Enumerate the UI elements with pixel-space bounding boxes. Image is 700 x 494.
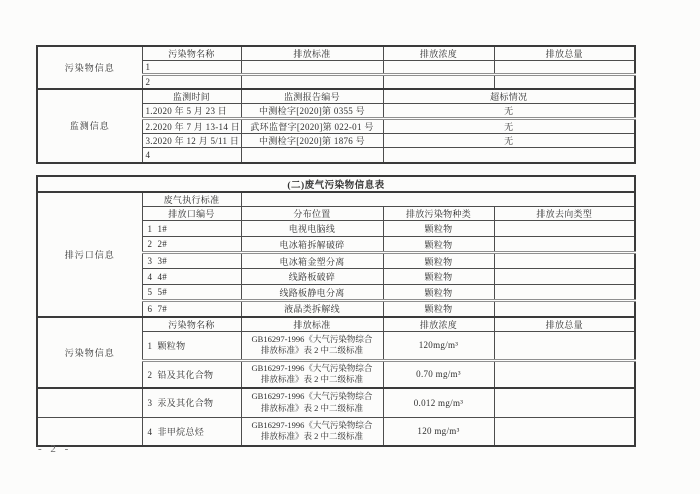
pollutant-concentration: 0.012 mg/m³ bbox=[383, 388, 494, 417]
col-header-emission-standard: 排放标准 bbox=[241, 46, 383, 61]
pollutant-row bbox=[37, 388, 635, 417]
pollutant-name: 汞及其化合物 bbox=[157, 398, 214, 409]
pollutant-standard bbox=[241, 388, 383, 417]
row-index: 4 bbox=[147, 426, 153, 437]
monitor-report-number: 中测检字[2020]第 0355 号 bbox=[241, 103, 383, 118]
empty-label-cell bbox=[37, 388, 142, 417]
pollutant-total bbox=[494, 417, 635, 446]
row-index: 1 bbox=[142, 61, 241, 75]
outlet-destination bbox=[494, 237, 635, 253]
table-title: (二)废气污染物信息表 bbox=[37, 176, 635, 192]
pollutant-name-cell bbox=[142, 331, 241, 360]
outlet-destination bbox=[494, 221, 635, 237]
outlet-number: 7# bbox=[157, 303, 168, 314]
row-index: 3 bbox=[147, 256, 153, 266]
outlet-number-cell bbox=[142, 285, 241, 301]
empty-cell bbox=[383, 61, 494, 75]
outlet-location: 线路板静电分离 bbox=[241, 285, 383, 301]
monitor-header-row bbox=[37, 89, 635, 104]
monitor-report-number: 中测检字[2020]第 1876 号 bbox=[241, 133, 383, 147]
pollutant-standard bbox=[241, 360, 383, 388]
outlet-number-cell bbox=[142, 253, 241, 269]
col-header-emission-concentration: 排放浓度 bbox=[383, 46, 494, 61]
row-index: 2 bbox=[142, 75, 241, 89]
empty-cell bbox=[494, 61, 635, 75]
empty-cell bbox=[494, 75, 635, 89]
outlet-destination bbox=[494, 285, 635, 301]
monitor-exceed-status: 无 bbox=[383, 118, 635, 133]
monitor-report-number: 武环监督字[2020]第 022-01 号 bbox=[241, 118, 383, 133]
monitor-time: 3.2020 年 12 月 5/11 日 bbox=[142, 133, 241, 147]
section-label-pollutant-info: 污染物信息 bbox=[37, 46, 142, 89]
col-header-pollutant-type: 排放污染物种类 bbox=[383, 207, 494, 221]
outlet-number: 2# bbox=[157, 239, 168, 249]
standard-line2: 排放标准》表 2 中二级标准 bbox=[260, 402, 363, 413]
row-index: 1 bbox=[147, 223, 153, 234]
pollutant-concentration: 120mg/m³ bbox=[383, 331, 494, 360]
outlet-number-cell bbox=[142, 269, 241, 285]
col-header-report-number: 监测报告编号 bbox=[241, 89, 383, 104]
outlet-pollutant-type: 颗粒物 bbox=[383, 221, 494, 237]
section-label-pollutant-info: 污染物信息 bbox=[37, 317, 142, 389]
col-header-location: 分布位置 bbox=[241, 207, 383, 221]
pollutant-concentration: 120 mg/m³ bbox=[383, 417, 494, 446]
outlet-number: 4# bbox=[157, 271, 168, 282]
monitor-exceed-status: 无 bbox=[383, 103, 635, 118]
pollutant-name: 非甲烷总烃 bbox=[157, 426, 205, 437]
col-header-destination-type: 排放去向类型 bbox=[494, 207, 635, 221]
col-header-emission-total: 排放总量 bbox=[494, 317, 635, 332]
table-title-row bbox=[37, 176, 635, 192]
row-index: 2 bbox=[147, 369, 153, 380]
outlet-number: 3# bbox=[157, 256, 168, 266]
col-header-pollutant-name: 污染物名称 bbox=[142, 317, 241, 332]
standard-line1: GB16297-1996《大气污染物综合 bbox=[251, 333, 373, 344]
outlet-pollutant-type: 颗粒物 bbox=[383, 269, 494, 285]
col-header-emission-standard: 排放标准 bbox=[241, 317, 383, 332]
pollutant-header-row bbox=[37, 317, 635, 332]
gas-standard-value bbox=[241, 192, 635, 207]
outlet-pollutant-type: 颗粒物 bbox=[383, 253, 494, 269]
pollutant-concentration: 0.70 mg/m³ bbox=[383, 360, 494, 388]
monitor-time: 2.2020 年 7 月 13-14 日 bbox=[142, 118, 241, 133]
pollutant-header-row bbox=[37, 46, 635, 61]
row-index: 1 bbox=[147, 340, 153, 351]
col-header-monitor-time: 监测时间 bbox=[142, 89, 241, 104]
pollutant-standard bbox=[241, 331, 383, 360]
section-label-outlet-info: 排污口信息 bbox=[37, 192, 142, 317]
outlet-number: 1# bbox=[157, 223, 168, 234]
pollutant-name: 颗粒物 bbox=[157, 340, 186, 351]
pollutant-name-cell bbox=[142, 388, 241, 417]
standard-line1: GB16297-1996《大气污染物综合 bbox=[251, 362, 373, 373]
outlet-pollutant-type: 颗粒物 bbox=[383, 237, 494, 253]
col-header-emission-total: 排放总量 bbox=[494, 46, 635, 61]
section-label-monitor-info: 监测信息 bbox=[37, 89, 142, 164]
outlet-number: 5# bbox=[157, 287, 168, 297]
waste-gas-pollutant-table bbox=[36, 175, 636, 447]
row-index: 3 bbox=[147, 398, 153, 409]
pollutant-name-cell bbox=[142, 360, 241, 388]
outlet-destination bbox=[494, 269, 635, 285]
row-index: 2 bbox=[147, 239, 153, 249]
pollutant-total bbox=[494, 331, 635, 360]
col-header-exceed-status: 超标情况 bbox=[383, 89, 635, 104]
monitor-report-number bbox=[241, 147, 383, 163]
row-index: 4 bbox=[147, 271, 153, 282]
outlet-location: 线路板破碎 bbox=[241, 269, 383, 285]
gas-standard-label: 废气执行标准 bbox=[142, 192, 241, 207]
outlet-number-cell bbox=[142, 301, 241, 317]
pollutant-name: 铅及其化合物 bbox=[157, 369, 214, 380]
outlet-number-cell bbox=[142, 237, 241, 253]
monitor-time: 1.2020 年 5 月 23 日 bbox=[142, 103, 241, 118]
standard-line2: 排放标准》表 2 中二级标准 bbox=[260, 431, 363, 442]
empty-cell bbox=[241, 61, 383, 75]
monitor-time: 4 bbox=[142, 147, 241, 163]
pollutant-total bbox=[494, 360, 635, 388]
pollutant-row bbox=[37, 417, 635, 446]
outlet-destination bbox=[494, 301, 635, 317]
monitor-exceed-status: 无 bbox=[383, 133, 635, 147]
col-header-outlet-number: 排放口编号 bbox=[142, 207, 241, 221]
outlet-pollutant-type: 颗粒物 bbox=[383, 285, 494, 301]
outlet-destination bbox=[494, 253, 635, 269]
pollutant-monitor-table bbox=[36, 45, 636, 164]
standard-line1: GB16297-1996《大气污染物综合 bbox=[251, 391, 373, 402]
col-header-pollutant-name: 污染物名称 bbox=[142, 46, 241, 61]
outlet-location: 电视电脑线 bbox=[241, 221, 383, 237]
outlet-pollutant-type: 颗粒物 bbox=[383, 301, 494, 317]
row-index: 6 bbox=[147, 303, 153, 314]
standard-line1: GB16297-1996《大气污染物综合 bbox=[251, 419, 373, 430]
outlet-location: 电冰箱拆解破碎 bbox=[241, 237, 383, 253]
pollutant-standard bbox=[241, 417, 383, 446]
outlet-location: 电冰箱金塑分离 bbox=[241, 253, 383, 269]
gas-standard-row bbox=[37, 192, 635, 207]
page-number: - 2 - bbox=[38, 443, 72, 455]
standard-line2: 排放标准》表 2 中二级标准 bbox=[260, 345, 363, 355]
pollutant-name-cell bbox=[142, 417, 241, 446]
col-header-emission-concentration: 排放浓度 bbox=[383, 317, 494, 332]
row-index: 5 bbox=[147, 287, 153, 297]
outlet-number-cell bbox=[142, 221, 241, 237]
monitor-exceed-status bbox=[383, 147, 635, 163]
empty-cell bbox=[241, 75, 383, 89]
pollutant-total bbox=[494, 388, 635, 417]
empty-cell bbox=[383, 75, 494, 89]
standard-line2: 排放标准》表 2 中二级标准 bbox=[260, 374, 363, 385]
outlet-location: 液晶类拆解线 bbox=[241, 301, 383, 317]
empty-label-cell bbox=[37, 417, 142, 446]
